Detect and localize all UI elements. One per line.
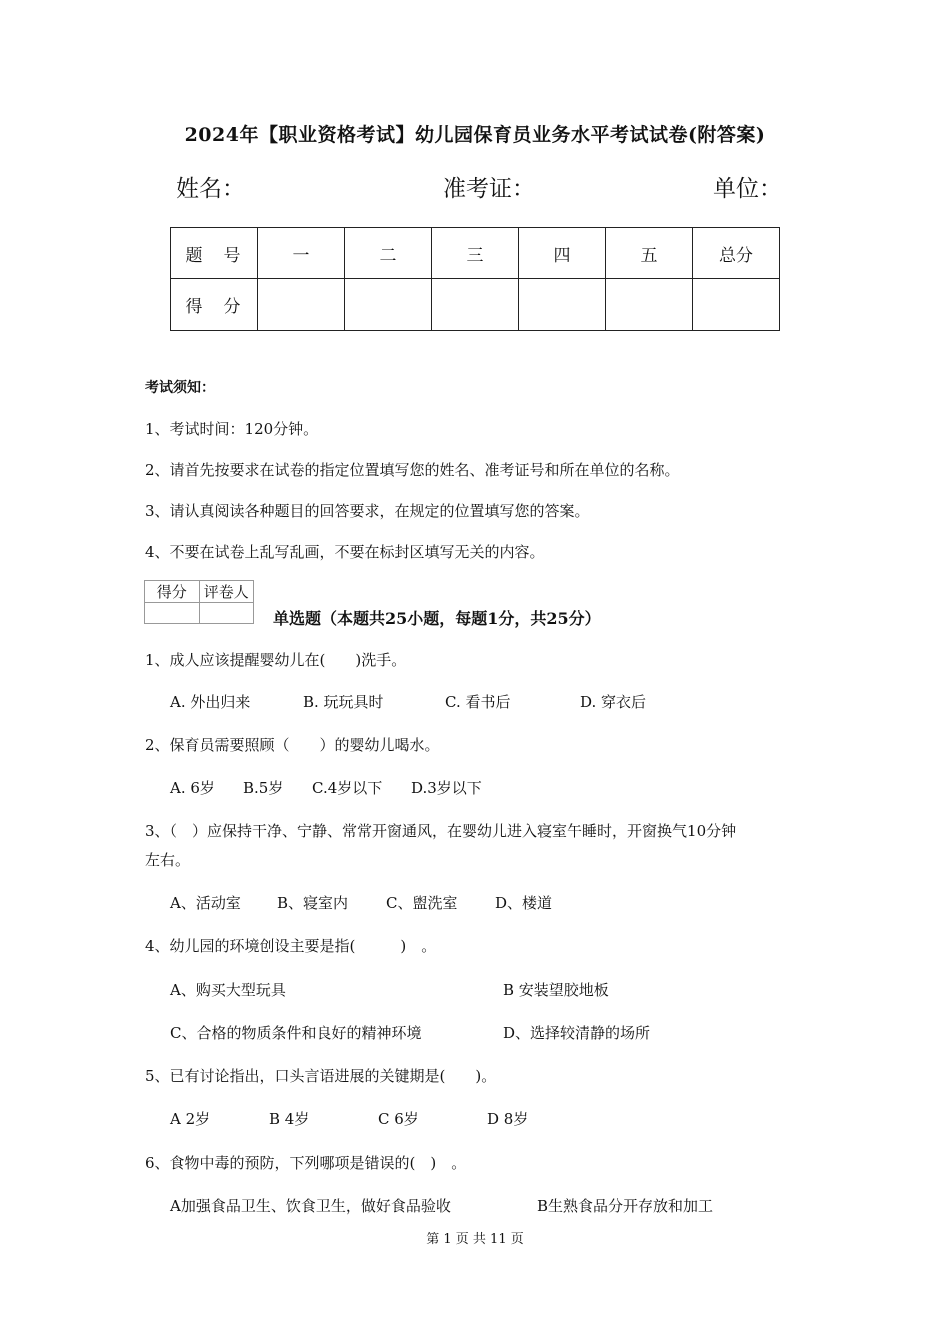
grader-reviewer-label: 评卷人: [199, 581, 254, 603]
option-d: D 8岁: [487, 1110, 529, 1128]
option-a: A. 6岁: [170, 779, 215, 797]
option-b: B. 玩玩具时: [303, 693, 384, 711]
question-text: 5、已有讨论指出，口头言语进展的关键期是( )。: [145, 1067, 497, 1085]
option-c: C 6岁: [378, 1110, 419, 1128]
notice-item: 4、不要在试卷上乱写乱画，不要在标封区填写无关的内容。: [145, 543, 545, 561]
option-b: B 4岁: [269, 1110, 310, 1128]
question-text-continued: 左右。: [145, 851, 191, 869]
score-input-cell[interactable]: [258, 279, 345, 331]
option-d: D.3岁以下: [411, 779, 482, 797]
option-c: C. 看书后: [445, 693, 511, 711]
option-b: B、寝室内: [277, 894, 349, 912]
grader-reviewer-cell[interactable]: [199, 603, 254, 624]
ticket-field-label: 准考证：: [443, 176, 535, 202]
score-input-cell[interactable]: [432, 279, 519, 331]
option-a: A. 外出归来: [170, 693, 251, 711]
score-table-score-row: [171, 279, 780, 331]
option-c: C、合格的物质条件和良好的精神环境: [170, 1024, 422, 1042]
score-table-header-row: [171, 228, 780, 279]
notice-heading: 考试须知：: [145, 380, 215, 396]
question-text: 4、幼儿园的环境创设主要是指( ) 。: [145, 937, 437, 955]
option-a: A加强食品卫生、饮食卫生，做好食品验收: [170, 1197, 451, 1215]
question-text: 1、成人应该提醒婴幼儿在( )洗手。: [145, 651, 407, 669]
option-c: C.4岁以下: [312, 779, 383, 797]
option-d: D、选择较清静的场所: [503, 1024, 651, 1042]
name-field-label: 姓名：: [176, 176, 245, 202]
option-b: B 安装望胶地板: [503, 981, 609, 999]
score-input-cell[interactable]: [345, 279, 432, 331]
score-input-cell[interactable]: [519, 279, 606, 331]
score-header-cell: 五: [606, 228, 693, 279]
score-input-cell[interactable]: [606, 279, 693, 331]
option-b: B.5岁: [243, 779, 284, 797]
notice-item: 2、请首先按要求在试卷的指定位置填写您的姓名、准考证号和所在单位的名称。: [145, 461, 680, 479]
unit-field-label: 单位：: [713, 176, 782, 202]
option-c: C、盥洗室: [386, 894, 458, 912]
score-row-label: 得 分: [171, 279, 258, 331]
score-input-cell[interactable]: [693, 279, 780, 331]
score-header-cell: 四: [519, 228, 606, 279]
score-header-cell: 总分: [693, 228, 780, 279]
notice-item: 3、请认真阅读各种题目的回答要求，在规定的位置填写您的答案。: [145, 502, 590, 520]
section-heading: 单选题（本题共25小题，每题1分，共25分）: [273, 609, 601, 628]
exam-title: 2024年【职业资格考试】幼儿园保育员业务水平考试试卷(附答案): [184, 124, 766, 146]
score-header-cell: 题 号: [171, 228, 258, 279]
question-text: 3、（ ）应保持干净、宁静、常常开窗通风，在婴幼儿进入寝室午睡时，开窗换气10分钟: [145, 822, 737, 840]
option-d: D. 穿衣后: [580, 693, 647, 711]
score-header-cell: 二: [345, 228, 432, 279]
option-a: A、活动室: [170, 894, 241, 912]
question-text: 6、食物中毒的预防，下列哪项是错误的( ) 。: [145, 1154, 467, 1172]
grader-score-cell[interactable]: [145, 603, 200, 624]
option-b: B生熟食品分开存放和加工: [537, 1197, 714, 1215]
page-footer: 第 1 页 共 11 页: [426, 1232, 524, 1247]
question-text: 2、保育员需要照顾（ ）的婴幼儿喝水。: [145, 736, 440, 754]
grader-score-label: 得分: [145, 581, 200, 603]
score-header-cell: 三: [432, 228, 519, 279]
option-d: D、楼道: [495, 894, 553, 912]
score-header-cell: 一: [258, 228, 345, 279]
score-table: [170, 227, 780, 331]
grader-box: [144, 580, 254, 624]
option-a: A、购买大型玩具: [170, 981, 286, 999]
option-a: A 2岁: [170, 1110, 211, 1128]
notice-item: 1、考试时间：120分钟。: [145, 420, 319, 438]
